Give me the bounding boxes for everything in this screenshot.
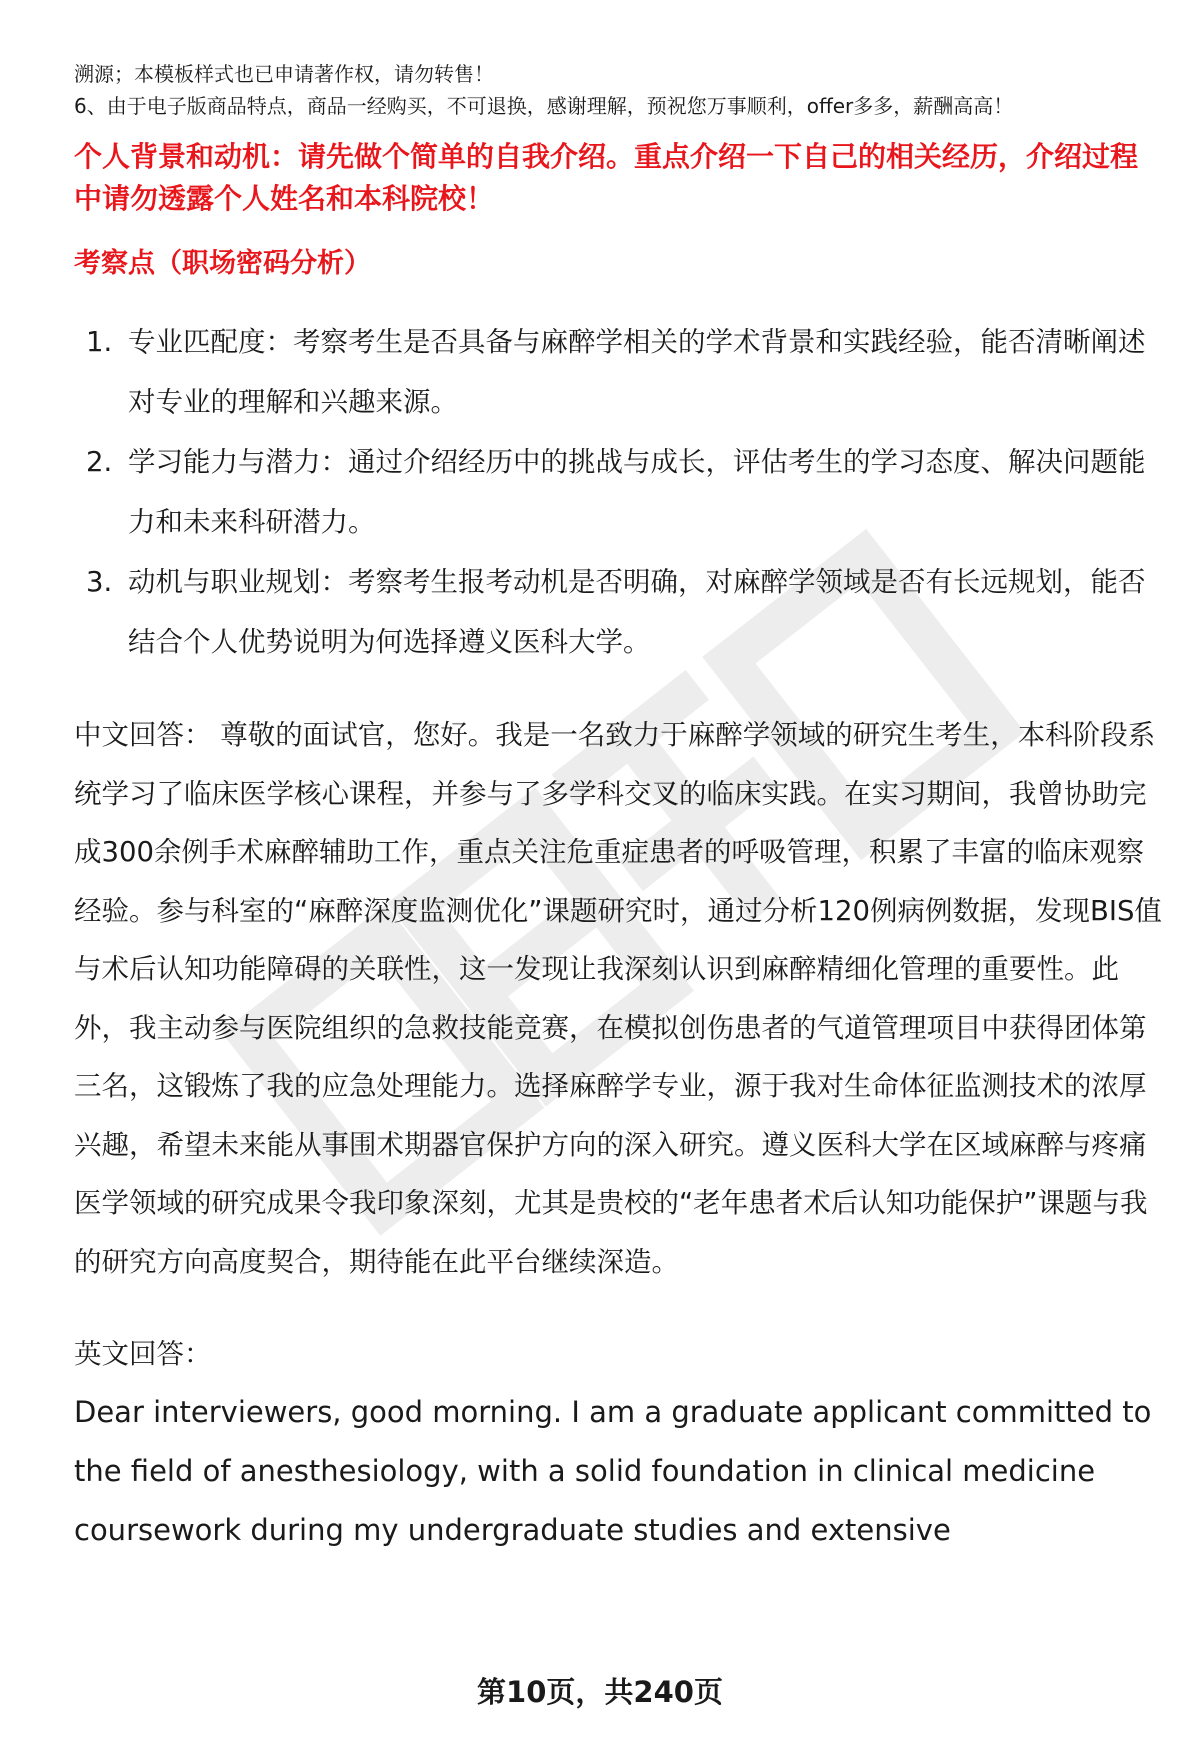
document-page <box>74 58 1162 1560</box>
english-answer: Dear interviewers, good morning. I am a graduate applicant committed to the field of anesthesiology, with a solid foundation in clinical medicine coursework during my undergraduate studies and extensive <box>74 1395 1152 1547</box>
point-text: 专业匹配度：考察考生是否具备与麻醉学相关的学术背景和实践经验，能否清晰阐述对专业的理解和兴趣来源。 <box>128 326 1146 418</box>
assessment-points-list <box>74 312 1154 672</box>
point-text: 学习能力与潜力：通过介绍经历中的挑战与成长，评估考生的学习态度、解决问题能力和未来科研潜力。 <box>128 446 1146 538</box>
assessment-point <box>74 312 1154 432</box>
english-answer-label: 英文回答： <box>74 1338 212 1370</box>
page-number: 第10页，共240页 <box>477 1675 723 1709</box>
point-number: 2. <box>86 446 113 478</box>
notice-line-2: 6、由于电子版商品特点，商品一经购买，不可退换，感谢理解，预祝您万事顺利，offer多多，薪酬高高！ <box>74 94 1014 118</box>
assessment-point <box>74 432 1154 552</box>
question-title: 个人背景和动机：请先做个简单的自我介绍。重点介绍一下自己的相关经历，介绍过程中请勿透露个人姓名和本科院校！ <box>74 140 1139 215</box>
point-number: 3. <box>86 566 113 598</box>
points-heading: 考察点（职场密码分析） <box>74 248 371 279</box>
notice-line-1: 溯源；本模板样式也已申请著作权，请勿转售！ <box>74 62 494 86</box>
chinese-answer: 中文回答： 尊敬的面试官，您好。我是一名致力于麻醉学领域的研究生考生，本科阶段系统学习了临床医学核心课程，并参与了多学科交叉的临床实践。在实习期间，我曾协助完成300余例手术麻醉辅助工作，重点关注危重症患者的呼吸管理，积累了丰富的临床观察经验。参与科室的“麻醉深度监测优化”课题研究时，通过分析120例病例数据，发现BIS值与术后认知功能障碍的关联性，这一发现让我深刻认识到麻醉精细化管理的重要性。此外，我主动参与医院组织的急救技能竞赛，在模拟创伤患者的气道管理项目中获得团体第三名，这锻炼了我的应急处理能力。选择麻醉学专业，源于我对生命体征监测技术的浓厚兴趣，希望未来能从事围术期器官保护方向的深入研究。遵义医科大学在区域麻醉与疼痛医学领域的研究成果令我印象深刻，尤其是贵校的“老年患者术后认知功能保护”课题与我的研究方向高度契合，期待能在此平台继续深造。 <box>74 719 1162 1278</box>
assessment-point <box>74 552 1154 672</box>
point-text: 动机与职业规划：考察考生报考动机是否明确，对麻醉学领域是否有长远规划，能否结合个人优势说明为何选择遵义医科大学。 <box>128 566 1146 658</box>
point-number: 1. <box>86 326 113 358</box>
